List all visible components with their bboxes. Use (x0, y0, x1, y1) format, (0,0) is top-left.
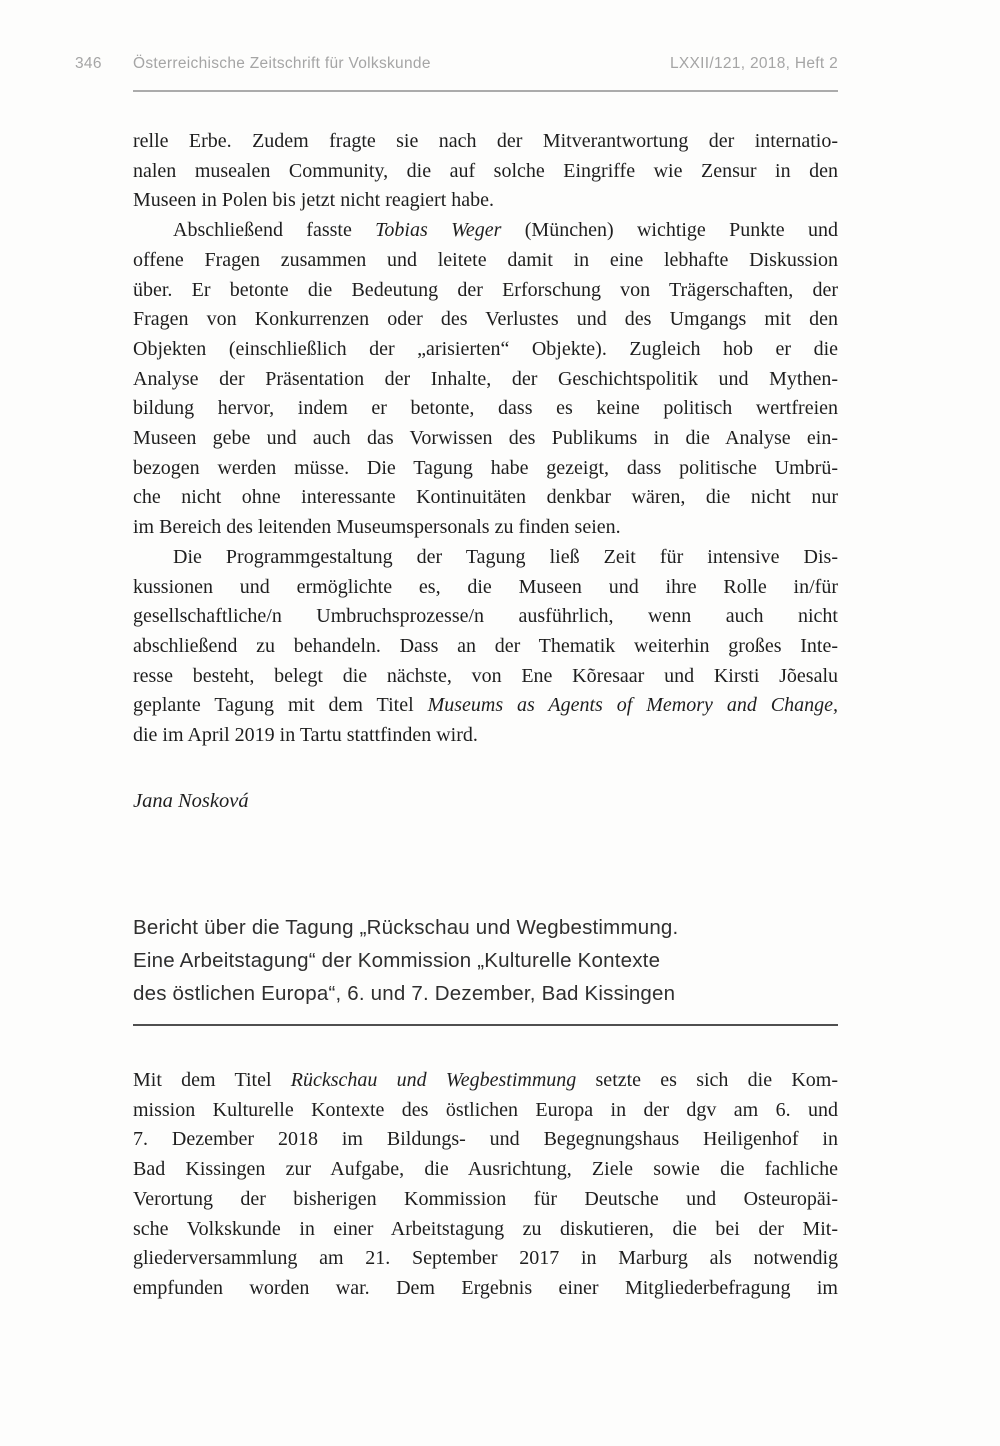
heading-line: des östlichen Europa“, 6. und 7. Dezember, Bad Kissingen (133, 982, 676, 1005)
text-line: bildung hervor, indem er betonte, dass es keine politisch wertfreien (133, 397, 838, 420)
next-report-heading (133, 911, 838, 1010)
text-line: Objekten (einschließlich der „arisierten“ Objekte). Zugleich hob er die (133, 337, 838, 360)
heading-line: Bericht über die Tagung „Rückschau und Wegbestimmung. (133, 916, 679, 939)
text-line: Museen gebe und auch das Vorwissen des Publikums in die Analyse ein- (133, 427, 838, 450)
paragraph (133, 1066, 838, 1304)
text-line: Mit dem Titel Rückschau und Wegbestimmung setzte es sich die Kom- (133, 1069, 839, 1091)
heading-rule (133, 1024, 838, 1026)
text-line: geplante Tagung mit dem Titel Museums as Agents of Memory and Change, (133, 694, 838, 717)
issue-info: LXXII/121, 2018, Heft 2 (669, 55, 838, 72)
text-line: sche Volkskunde in einer Arbeitstagung zu diskutieren, die bei der Mit- (133, 1217, 838, 1240)
text-line: über. Er betonte die Bedeutung der Erforschung von Trägerschaften, der (133, 278, 838, 301)
text-line: im Bereich des leitenden Museumspersonals zu finden seien. (133, 516, 621, 539)
text-line: Museen in Polen bis jetzt nicht reagiert habe. (133, 189, 495, 212)
text-line: Analyse der Präsentation der Inhalte, der Geschichtspolitik und Mythen- (133, 367, 838, 390)
next-report-body (133, 1066, 838, 1304)
running-header (75, 55, 838, 75)
article-paragraphs (133, 1066, 838, 1304)
text-line: 7. Dezember 2018 im Bildungs- und Begegnungshaus Heiligenhof in (133, 1128, 838, 1151)
text-line: die im April 2019 in Tartu stattfinden wird. (133, 724, 478, 747)
text-line: Abschließend fasste Tobias Weger (München) wichtige Punkte und (173, 219, 838, 242)
author-byline: Jana Nosková (133, 789, 249, 812)
paragraph (133, 216, 838, 543)
text-line: kussionen und ermöglichte es, die Museen und ihre Rolle in/für (133, 575, 838, 598)
report-paragraphs (133, 127, 838, 751)
text-line: gesellschaftliche/n Umbruchsprozesse/n ausführlich, wenn auch nicht (133, 605, 838, 628)
text-line: che nicht ohne interessante Kontinuitäten denkbar wären, die nicht nur (133, 486, 838, 509)
text-line: gliederversammlung am 21. September 2017 in Marburg als notwendig (133, 1247, 838, 1270)
page-number: 346 (75, 55, 102, 72)
text-line: offene Fragen zusammen und leitete damit in eine lebhafte Diskussion (133, 248, 838, 271)
text-line: Fragen von Konkurrenzen oder des Verlustes und des Umgangs mit den (133, 308, 838, 331)
report-end-body (133, 127, 838, 816)
text-line: abschließend zu behandeln. Dass an der Thematik weiterhin großes Inte- (133, 634, 838, 657)
paragraph (133, 127, 838, 216)
header-rule (133, 90, 838, 92)
text-line: relle Erbe. Zudem fragte sie nach der Mitverantwortung der internatio- (133, 130, 838, 152)
text-line: Verortung der bisherigen Kommission für Deutsche und Osteuropäi- (133, 1187, 838, 1210)
paragraph (133, 543, 838, 751)
text-line: empfunden worden war. Dem Ergebnis einer Mitgliederbefragung im (133, 1276, 838, 1299)
text-line: resse besteht, belegt die nächste, von Ene Kõresaar und Kirsti Jõesalu (133, 664, 838, 687)
heading-line: Eine Arbeitstagung“ der Kommission „Kulturelle Kontexte (133, 949, 661, 972)
text-line: nalen musealen Community, die auf solche Eingriffe wie Zensur in den (133, 159, 838, 182)
text-line: Die Programmgestaltung der Tagung ließ Zeit für intensive Dis- (173, 545, 838, 568)
text-line: bezogen werden müsse. Die Tagung habe gezeigt, dass politische Umbrü- (133, 456, 838, 479)
text-line: Bad Kissingen zur Aufgabe, die Ausrichtung, Ziele sowie die fachliche (133, 1158, 838, 1181)
journal-title: Österreichische Zeitschrift für Volkskunde (133, 55, 431, 72)
text-line: mission Kulturelle Kontexte des östlichen Europa in der dgv am 6. und (133, 1098, 838, 1121)
